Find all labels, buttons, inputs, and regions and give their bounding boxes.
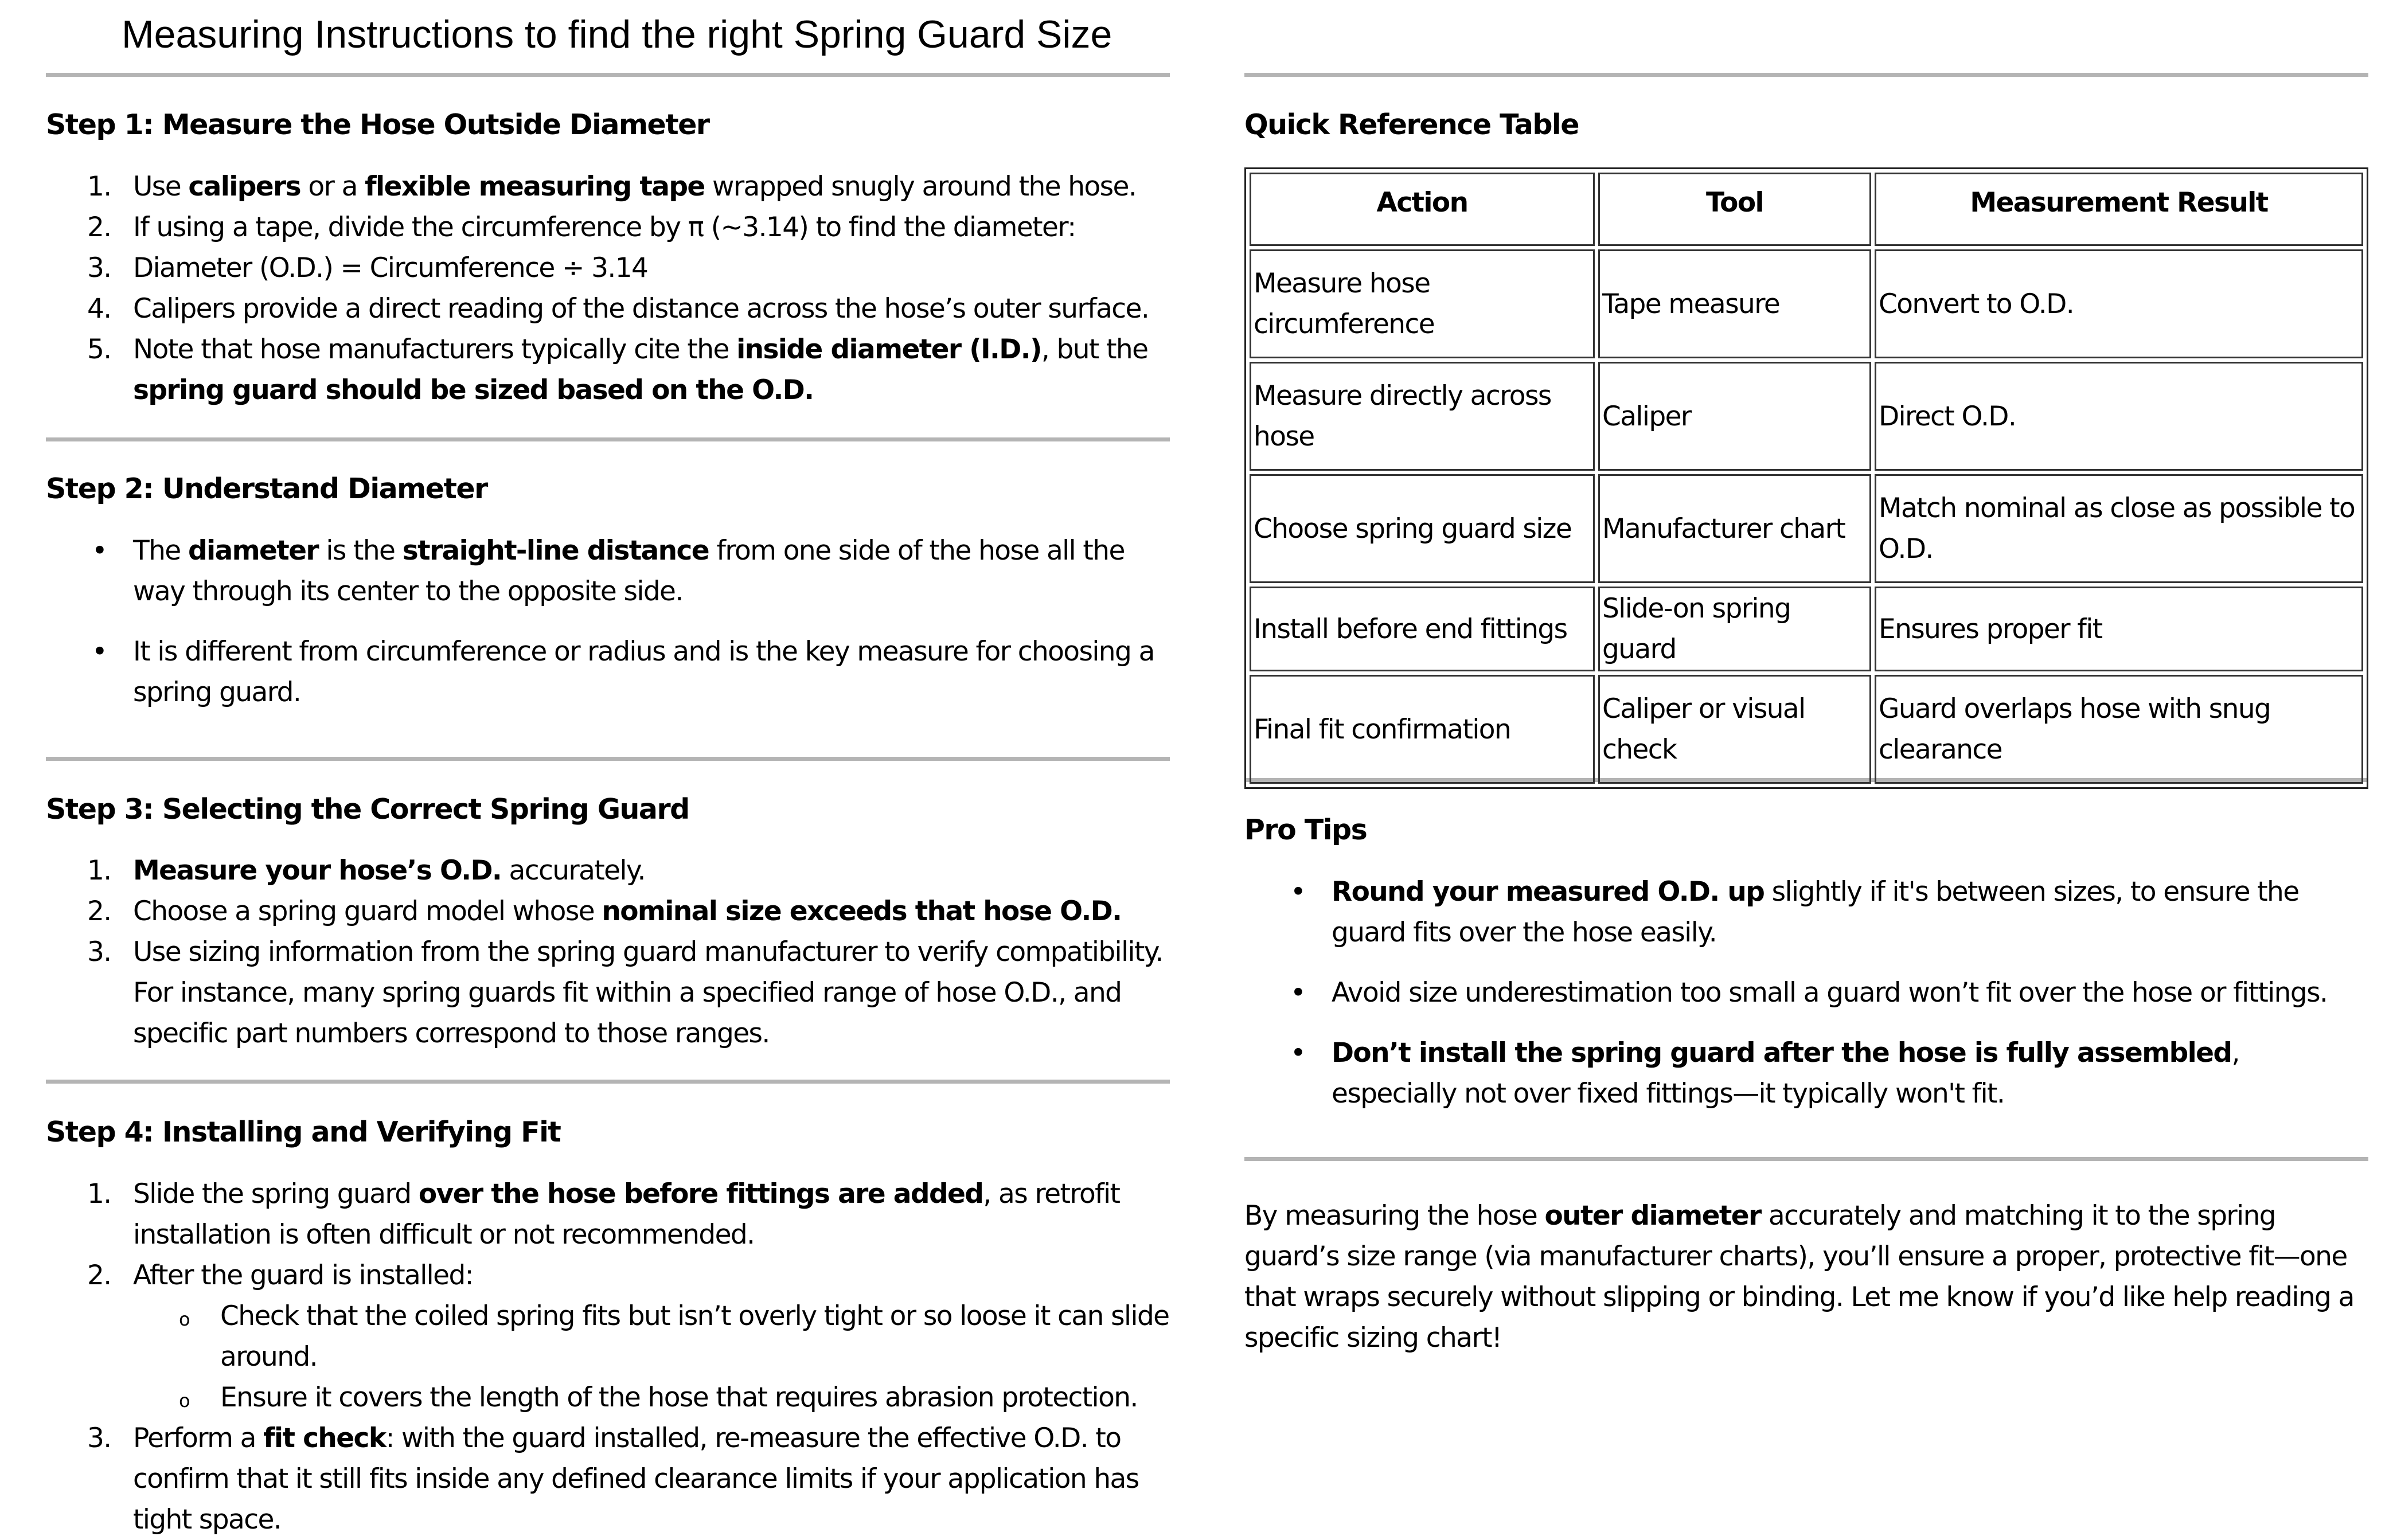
list-number: 3. [87, 252, 111, 284]
bullet-icon: • [1290, 876, 1306, 908]
list-item [1244, 1033, 2368, 1114]
bullet-icon: • [92, 535, 107, 566]
bold-text: fit check [263, 1422, 386, 1454]
bold-text: over the hose before fittings are added [418, 1178, 983, 1210]
table-row [1250, 249, 2363, 358]
list-item-text [133, 896, 1121, 927]
list-number: 1. [87, 855, 111, 886]
text-run: is the [318, 535, 403, 566]
step2-heading: Step 2: Understand Diameter [46, 472, 487, 505]
pro-tips-list [1244, 871, 2368, 1114]
list-item-text [133, 855, 645, 886]
text-run: The [133, 535, 188, 566]
table-header-row [1250, 173, 2363, 246]
text-run: : with the guard installed, re-measure the effective O.D. to confirm that it still fits inside any defined clearance limits if your application has tight space. [133, 1422, 1139, 1535]
cell-tool: Tape measure [1598, 249, 1871, 358]
cell-result: Direct O.D. [1875, 362, 2363, 471]
text-run: from one side of the hose all the way through its center to the opposite side. [133, 535, 1125, 607]
cell-tool: Caliper or visual check [1598, 675, 1871, 784]
sub-list-item [133, 1377, 1170, 1418]
table-row [1250, 474, 2363, 583]
text-run: After the guard is installed: [133, 1260, 473, 1291]
bold-text: inside diameter (I.D.) [736, 334, 1041, 365]
bold-text: straight-line distance [402, 535, 709, 566]
list-item [46, 329, 1170, 411]
cell-action: Measure directly across hose [1250, 362, 1595, 471]
text-run: accurately. [501, 855, 645, 886]
list-item-text [133, 1260, 473, 1291]
step3-list [46, 850, 1170, 1054]
list-item [46, 1418, 1170, 1540]
pro-tips-heading: Pro Tips [1244, 814, 1367, 846]
list-number: 5. [87, 334, 111, 365]
quick-reference-table [1244, 167, 2368, 789]
list-item-text [1332, 1037, 2239, 1109]
column-header-result: Measurement Result [1875, 173, 2363, 246]
table-row [1250, 362, 2363, 471]
divider [1244, 1157, 2368, 1161]
divider [46, 1080, 1170, 1084]
text-run: If using a tape, divide the circumference by π (~3.14) to find the diameter: [133, 212, 1076, 243]
text-run: Perform a [133, 1422, 264, 1454]
sub-list-item-text: Check that the coiled spring fits but isn’t overly tight or so loose it can slide around. [220, 1300, 1169, 1373]
bold-text: Don’t install the spring guard after the hose is fully assembled [1332, 1037, 2232, 1069]
cell-action: Final fit confirmation [1250, 675, 1595, 784]
cell-result: Ensures proper fit [1875, 587, 2363, 671]
bold-text: flexible measuring tape [365, 171, 705, 202]
list-item [46, 288, 1170, 329]
list-number: 2. [87, 896, 111, 927]
column-header-tool: Tool [1598, 173, 1871, 246]
list-number: 3. [87, 936, 111, 968]
text-run: or a [300, 171, 365, 202]
list-item [1244, 871, 2368, 953]
list-item-text [133, 1422, 1139, 1535]
text-run: Slide the spring guard [133, 1178, 419, 1210]
bold-text: spring guard should be sized based on the O.D. [133, 374, 814, 406]
bullet-icon: • [1290, 977, 1306, 1009]
bold-text: nominal size exceeds that hose O.D. [602, 896, 1122, 927]
list-item-text [133, 293, 1149, 325]
list-item-text [1332, 876, 2299, 948]
step2-list [46, 530, 1170, 713]
cell-action: Install before end fittings [1250, 587, 1595, 671]
list-item [46, 530, 1170, 612]
list-item-text [133, 334, 1147, 406]
list-item [46, 631, 1170, 713]
text-run: Use [133, 171, 189, 202]
bold-text: outer diameter [1544, 1200, 1761, 1232]
sub-list [133, 1296, 1170, 1418]
list-item [46, 166, 1170, 207]
table-row [1250, 587, 2363, 671]
list-item-text [133, 936, 1163, 1049]
list-item [46, 850, 1170, 891]
text-run: Note that hose manufacturers typically cite the [133, 334, 737, 365]
table-heading: Quick Reference Table [1244, 108, 1579, 141]
step1-heading: Step 1: Measure the Hose Outside Diameter [46, 108, 709, 141]
cell-action: Choose spring guard size [1250, 474, 1595, 583]
bold-text: Round your measured O.D. up [1332, 876, 1765, 908]
list-number: 1. [87, 1178, 111, 1210]
list-item-text [133, 212, 1075, 243]
cell-result: Guard overlaps hose with snug clearance [1875, 675, 2363, 784]
list-item-text [1332, 977, 2327, 1009]
divider [46, 437, 1170, 441]
divider [46, 757, 1170, 761]
text-run: Calipers provide a direct reading of the distance across the hose’s outer surface. [133, 293, 1149, 325]
list-item-text [133, 535, 1125, 607]
summary-paragraph [1244, 1195, 2368, 1358]
text-run: accurately and matching it to the spring guard’s size range (via manufacturer charts), you’ll ensure a proper, protective fit—one that wraps securely without slipping or binding. Let me know if you’d like help reading a specific sizing chart! [1244, 1200, 2354, 1354]
list-number: 1. [87, 171, 111, 202]
list-item-text [133, 171, 1136, 202]
table-row [1250, 675, 2363, 784]
list-item [1244, 972, 2368, 1013]
list-item [46, 248, 1170, 288]
bullet-icon: • [92, 636, 107, 667]
cell-tool: Caliper [1598, 362, 1871, 471]
text-run: , especially not over fixed fittings—it typically won't fit. [1332, 1037, 2239, 1109]
text-run: , but the [1041, 334, 1148, 365]
column-header-action: Action [1250, 173, 1595, 246]
list-item [46, 932, 1170, 1054]
sub-list-item [133, 1296, 1170, 1377]
cell-tool: Slide-on spring guard [1598, 587, 1871, 671]
sub-list-item-text: Ensure it covers the length of the hose that requires abrasion protection. [220, 1382, 1138, 1413]
cell-tool: Manufacturer chart [1598, 474, 1871, 583]
text-run: slightly if it's between sizes, to ensure the guard fits over the hose easily. [1332, 876, 2299, 948]
list-item [46, 1174, 1170, 1255]
bold-text: calipers [188, 171, 301, 202]
list-number: 3. [87, 1422, 111, 1454]
bullet-icon: • [1290, 1037, 1306, 1069]
list-number: 2. [87, 1260, 111, 1291]
list-item-text [133, 636, 1154, 708]
divider [46, 73, 1170, 77]
bold-text: diameter [188, 535, 319, 566]
circle-bullet-icon: o [179, 1308, 189, 1330]
text-run: , as retrofit installation is often difficult or not recommended. [133, 1178, 1120, 1250]
step3-heading: Step 3: Selecting the Correct Spring Guard [46, 793, 689, 826]
list-number: 2. [87, 212, 111, 243]
list-item-text [133, 252, 647, 284]
step4-list [46, 1174, 1170, 1540]
list-number: 4. [87, 293, 111, 325]
list-item-text [133, 1178, 1119, 1250]
step1-list [46, 166, 1170, 411]
cell-action: Measure hose circumference [1250, 249, 1595, 358]
circle-bullet-icon: o [179, 1390, 189, 1412]
step4-heading: Step 4: Installing and Verifying Fit [46, 1116, 561, 1148]
list-item [46, 891, 1170, 932]
text-run: Choose a spring guard model whose [133, 896, 602, 927]
text-run: Diameter (O.D.) = Circumference ÷ 3.14 [133, 252, 648, 284]
text-run: wrapped snugly around the hose. [704, 171, 1137, 202]
divider [1244, 73, 2368, 77]
page-title: Measuring Instructions to find the right Spring Guard Size [122, 13, 1112, 56]
cell-result: Match nominal as close as possible to O.D. [1875, 474, 2363, 583]
list-item [46, 1255, 1170, 1418]
cell-result: Convert to O.D. [1875, 249, 2363, 358]
text-run: It is different from circumference or radius and is the key measure for choosing a spring guard. [133, 636, 1154, 708]
text-run: By measuring the hose [1244, 1200, 1545, 1232]
list-item [46, 207, 1170, 248]
text-run: Avoid size underestimation too small a guard won’t fit over the hose or fittings. [1332, 977, 2328, 1009]
bold-text: Measure your hose’s O.D. [133, 855, 502, 886]
text-run: Use sizing information from the spring guard manufacturer to verify compatibility. For instance, many spring guards fit within a specified range of hose O.D., and specific part numbers correspond to those ranges. [133, 936, 1163, 1049]
